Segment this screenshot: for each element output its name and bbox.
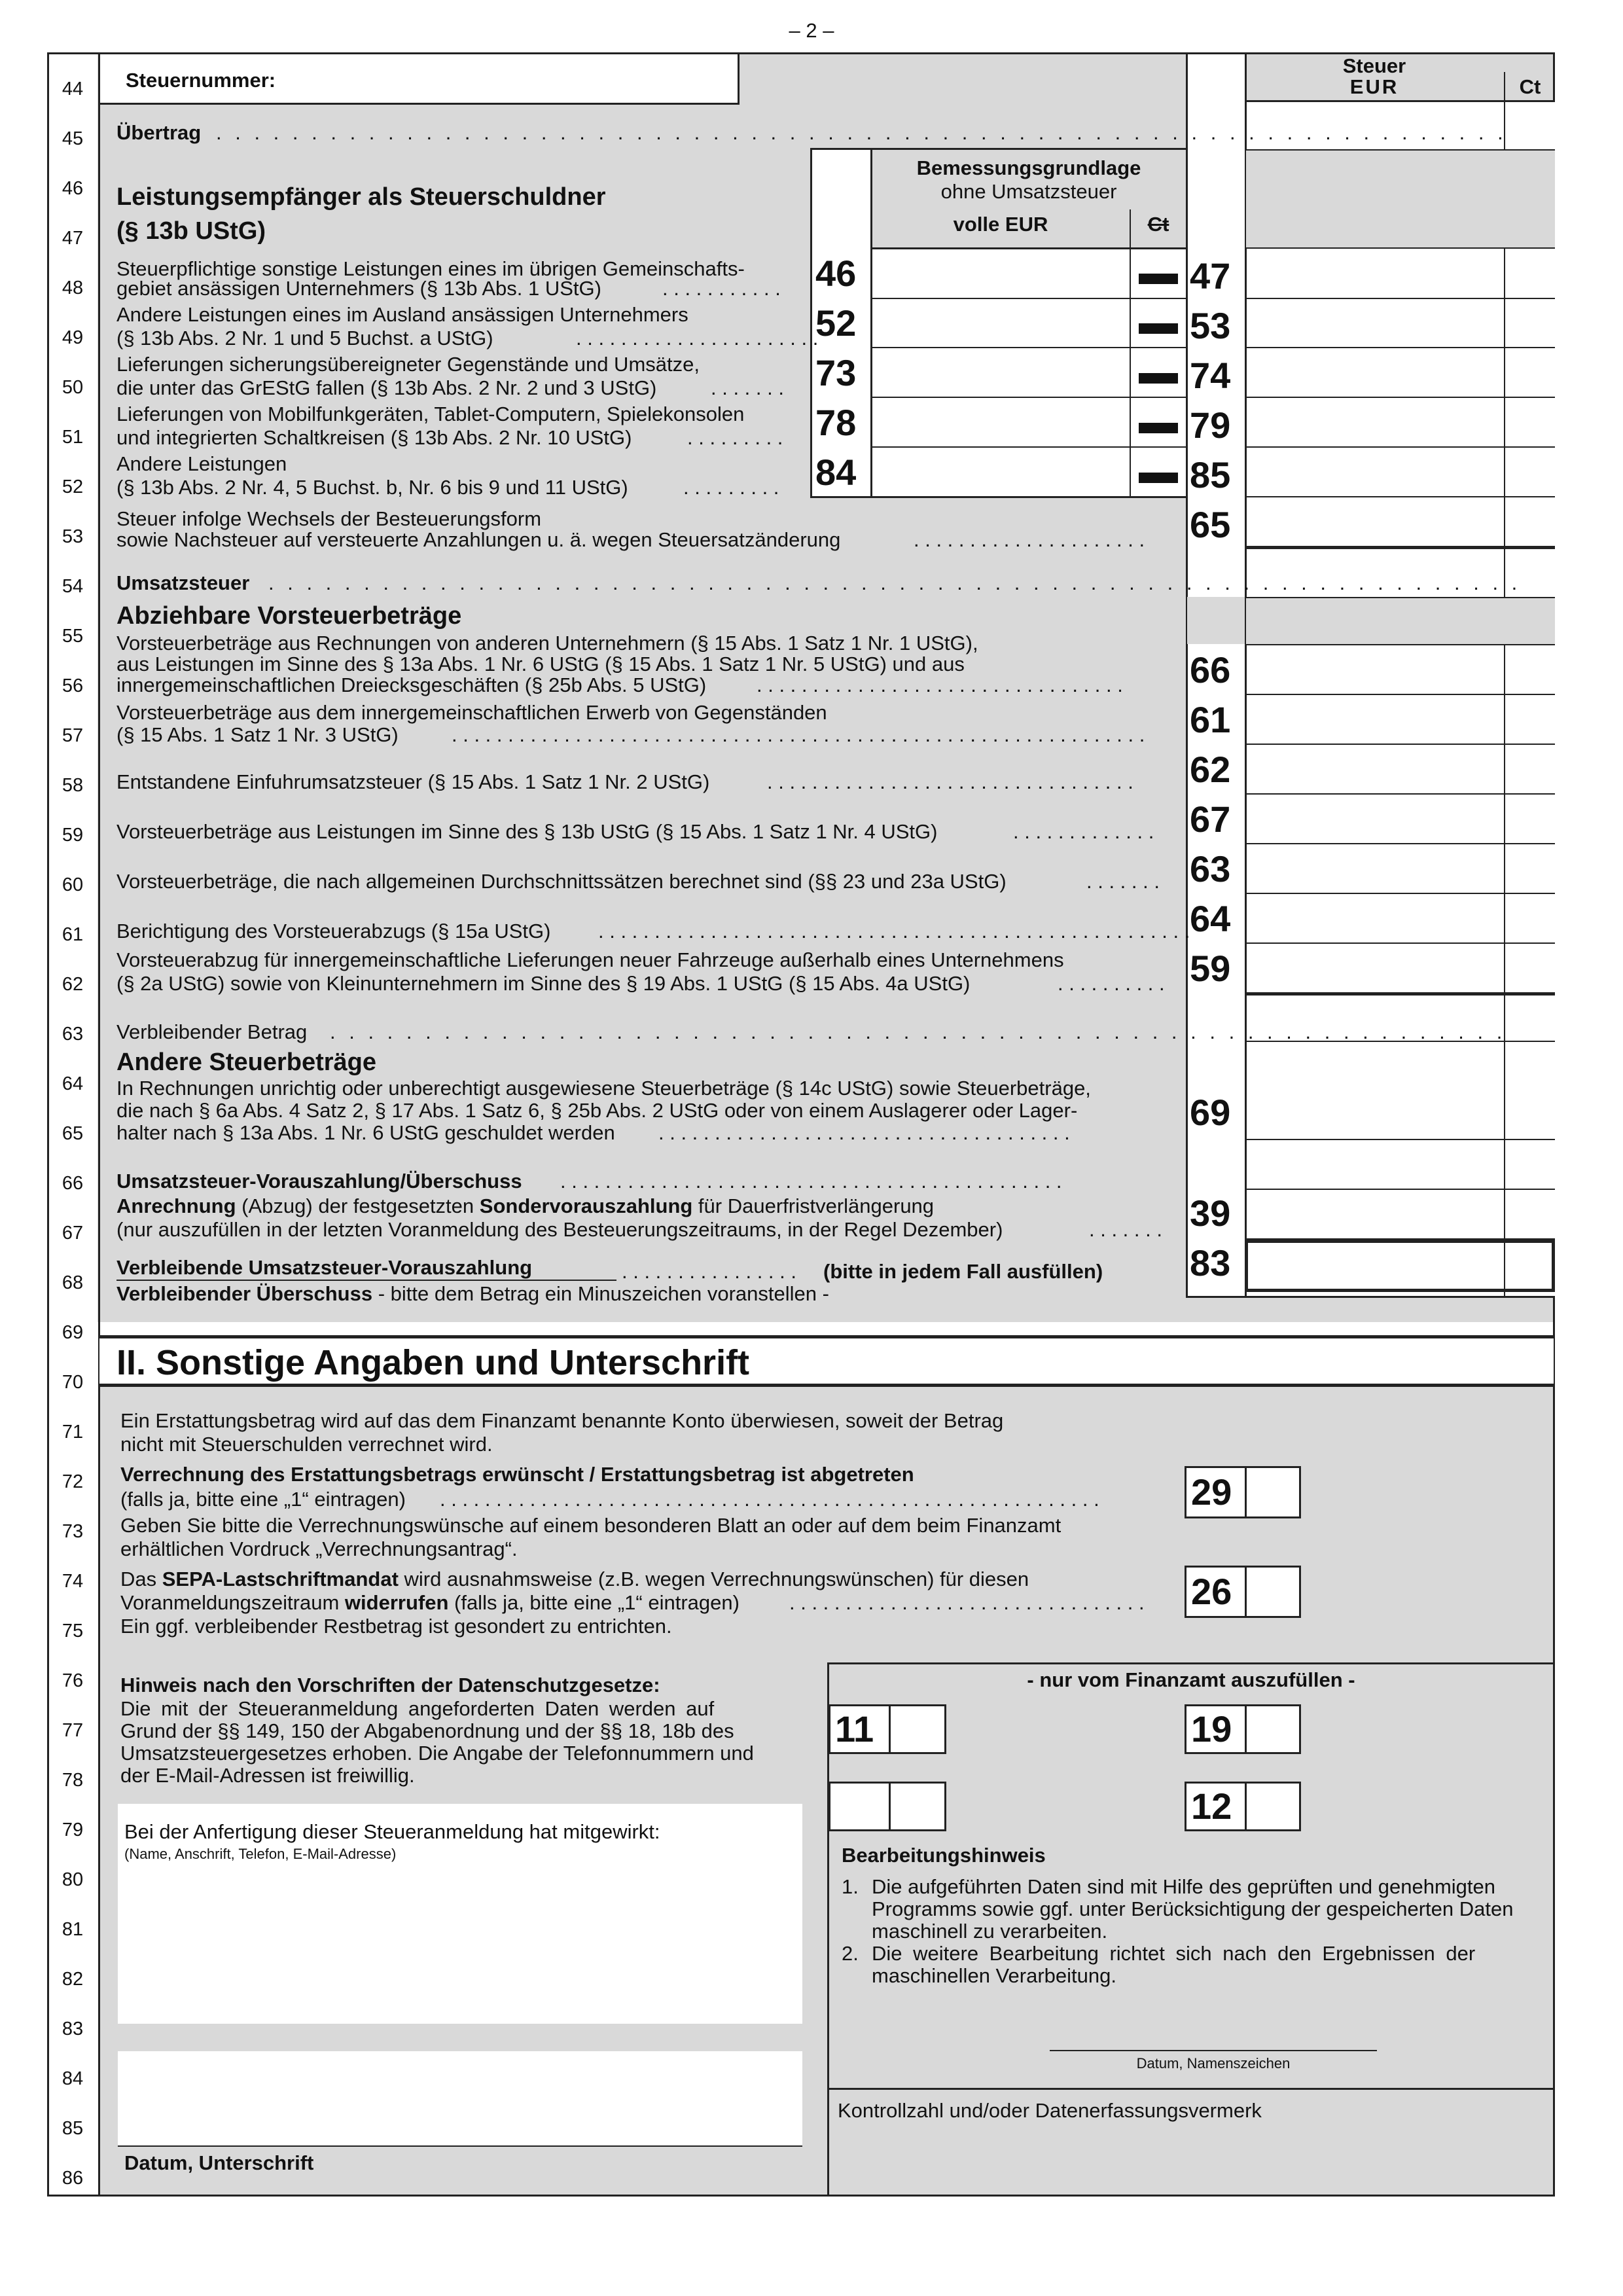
row-49-line1: Andere Leistungen eines im Ausland ansässigen Unternehmers [116, 303, 688, 326]
bearbeitungshinweis-title: Bearbeitungshinweis [842, 1844, 1046, 1867]
line-number: 84 [62, 2068, 84, 2089]
field-blank[interactable] [829, 1782, 946, 1831]
row-50-line2: die unter das GrEStG fallen (§ 13b Abs. 2 Nr. 2 und 3 UStG) [116, 376, 657, 399]
eur-header: EUR [1349, 75, 1399, 98]
verrechnung-note-line2: erhältlichen Vordruck „Verrechnungsantrag“. [120, 1537, 518, 1560]
kz-84: 84 [815, 452, 857, 493]
steuernummer-label: Steuernummer: [126, 69, 276, 92]
finanzamt-label: - nur vom Finanzamt auszufüllen - [1027, 1668, 1355, 1691]
datenschutz-line1: Die mit der Steueranmeldung angeforderten Daten werden auf [120, 1697, 715, 1720]
uebertrag-label: Übertrag [116, 121, 202, 144]
line-number: 71 [62, 1422, 84, 1443]
line-number: 79 [62, 1820, 84, 1840]
line-number: 78 [62, 1770, 84, 1791]
row-61-text: Berichtigung des Vorsteuerabzugs (§ 15a UStG) [116, 920, 551, 942]
bh1-line1: Die aufgeführten Daten sind mit Hilfe des geprüften und genehmigten [872, 1875, 1495, 1898]
kz-65: 65 [1190, 504, 1231, 545]
row-51-line2: und integrierten Schaltkreisen (§ 13b Abs. 2 Nr. 10 UStG) [116, 426, 632, 449]
verrechnung-hint: (falls ja, bitte eine „1“ eintragen) [120, 1488, 406, 1511]
kz-78: 78 [815, 402, 857, 443]
steuer-header: Steuer [1342, 54, 1406, 77]
datenschutz-title: Hinweis nach den Vorschriften der Datenschutzgesetze: [120, 1674, 660, 1696]
bh1-line3: maschinell zu verarbeiten. [872, 1920, 1108, 1943]
vorauszahlung-ueberschuss-label: Umsatzsteuer-Vorauszahlung/Überschuss [116, 1170, 522, 1193]
kz-62: 62 [1190, 749, 1231, 790]
volle-eur-header: volle EUR [953, 213, 1048, 236]
kz-29: 29 [1191, 1471, 1232, 1513]
line-number: 73 [62, 1521, 84, 1542]
line-number: 74 [62, 1571, 84, 1592]
field-83-box[interactable] [1245, 1240, 1555, 1292]
line-number: 68 [62, 1272, 84, 1293]
sepa-line1: Das SEPA-Lastschriftmandat wird ausnahmsweise (z.B. wegen Verrechnungswünschen) für diesen [120, 1568, 1029, 1590]
row-59-text: Vorsteuerbeträge aus Leistungen im Sinne des § 13b UStG (§ 15 Abs. 1 Satz 1 Nr. 4 UStG) [116, 820, 938, 843]
row-48-line1: Steuerpflichtige sonstige Leistungen eines im übrigen Gemeinschafts- [116, 257, 745, 280]
line-number: 67 [62, 1223, 84, 1244]
kz-63: 63 [1190, 848, 1231, 889]
signature-field[interactable] [118, 2051, 802, 2145]
line-number: 49 [62, 327, 84, 348]
kontrollzahl-label: Kontrollzahl und/oder Datenerfassungsvermerk [838, 2099, 1262, 2122]
bemessung-title: Bemessungsgrundlage [916, 156, 1141, 179]
row-62-line1: Vorsteuerabzug für innergemeinschaftliche Lieferungen neuer Fahrzeuge außerhalb eines Unternehmens [116, 948, 1064, 971]
bh2-line2: maschinellen Verarbeitung. [872, 1964, 1116, 1987]
verrechnung-note-line1: Geben Sie bitte die Verrechnungswünsche auf einem besonderen Blatt an oder auf dem beim Finanzamt [120, 1514, 1061, 1537]
andere-title: Andere Steuerbeträge [116, 1049, 377, 1076]
line-number: 83 [62, 2018, 84, 2039]
bemessung-subtitle: ohne Umsatzsteuer [940, 180, 1117, 203]
kz-11: 11 [835, 1708, 874, 1749]
erstattung-line2: nicht mit Steuerschulden verrechnet wird. [120, 1433, 493, 1456]
bemessung-ct-header: Ct [1147, 213, 1169, 236]
row-60-text: Vorsteuerbeträge, die nach allgemeinen Durchschnittssätzen berechnet sind (§§ 23 und 23a UStG) [116, 870, 1007, 893]
row-53-line2: sowie Nachsteuer auf versteuerte Anzahlungen u. ä. wegen Steuersatzänderung [116, 528, 841, 551]
line-number: 44 [62, 79, 84, 99]
row-64-line1: In Rechnungen unrichtig oder unberechtigt ausgewiesene Steuerbeträge (§ 14c UStG) sowie Steuerbeträge, [116, 1077, 1091, 1100]
kz-64: 64 [1190, 898, 1231, 939]
line-number: 65 [62, 1123, 84, 1144]
bh2-line1: Die weitere Bearbeitung richtet sich nach den Ergebnissen der [872, 1942, 1476, 1965]
line-number: 72 [62, 1471, 84, 1492]
erstattung-line1: Ein Erstattungsbetrag wird auf das dem Finanzamt benannte Konto überwiesen, soweit der Betrag [120, 1409, 1004, 1432]
line-number: 86 [62, 2168, 84, 2189]
line-number: 59 [62, 825, 84, 846]
line-number: 62 [62, 974, 84, 995]
ct-header: Ct [1519, 75, 1541, 98]
kz-19: 19 [1191, 1708, 1232, 1749]
row-57-line1: Vorsteuerbeträge aus dem innergemeinschaftlichen Erwerb von Gegenständen [116, 701, 827, 724]
row-69-text: Verbleibender Überschuss - bitte dem Betrag ein Minuszeichen voranstellen - [116, 1282, 829, 1305]
row-65-text: halter nach § 13a Abs. 1 Nr. 6 UStG geschuldet werden [116, 1121, 615, 1144]
datenschutz-line2: Grund der §§ 149, 150 der Abgabenordnung und der §§ 18, 18b des [120, 1719, 734, 1742]
verrechnung-label: Verrechnung des Erstattungsbetrags erwünscht / Erstattungsbetrag ist abgetreten [120, 1463, 914, 1486]
row-67-line2: (nur auszufüllen in der letzten Voranmeldung des Besteuerungszeitraums, in der Regel Dezember) [116, 1218, 1003, 1241]
row-56-line3: innergemeinschaftlichen Dreiecksgeschäften (§ 25b Abs. 5 UStG) [116, 673, 707, 696]
kz-74: 74 [1190, 355, 1231, 396]
line-number: 76 [62, 1670, 84, 1691]
kz-66: 66 [1190, 649, 1231, 691]
row-53-line1: Steuer infolge Wechsels der Besteuerungsform [116, 507, 542, 530]
line-number: 81 [62, 1919, 84, 1940]
line-number: 53 [62, 526, 84, 547]
kz-73: 73 [815, 352, 857, 393]
bh1-line2: Programms sowie ggf. unter Berücksichtigung der gespeicherten Daten [872, 1897, 1514, 1920]
datenschutz-line4: der E-Mail-Adressen ist freiwillig. [120, 1764, 415, 1787]
line-number: 60 [62, 874, 84, 895]
line-number: 58 [62, 775, 84, 796]
line-number: 69 [62, 1322, 84, 1343]
line-number: 56 [62, 675, 84, 696]
row-48-line2: gebiet ansässigen Unternehmers (§ 13b Abs. 1 UStG) [116, 277, 601, 300]
abziehbare-title: Abziehbare Vorsteuerbeträge [116, 602, 462, 630]
kz-47: 47 [1190, 255, 1231, 296]
ct-dash [1139, 373, 1178, 384]
row-56-line1: Vorsteuerbeträge aus Rechnungen von anderen Unternehmern (§ 15 Abs. 1 Satz 1 Nr. 1 UStG), [116, 632, 978, 655]
line-number: 47 [62, 228, 84, 249]
kz-53: 53 [1190, 305, 1231, 346]
line-number: 70 [62, 1372, 84, 1393]
steuer-amount-column [1246, 100, 1555, 1298]
ct-dash [1139, 323, 1178, 334]
kz-67: 67 [1190, 798, 1231, 840]
datum-namenszeichen-label: Datum, Namenszeichen [1136, 2055, 1291, 2072]
row-51-line1: Lieferungen von Mobilfunkgeräten, Tablet-Computern, Spielekonsolen [116, 403, 745, 425]
row-50-line1: Lieferungen sicherungsübereigneter Gegenstände und Umsätze, [116, 353, 700, 376]
kz-61: 61 [1190, 699, 1231, 740]
line-number: 61 [62, 924, 84, 945]
mitgewirkt-label: Bei der Anfertigung dieser Steueranmeldung hat mitgewirkt: [124, 1820, 660, 1843]
kz-12: 12 [1191, 1785, 1232, 1827]
line-number: 82 [62, 1969, 84, 1990]
kz-79: 79 [1190, 404, 1231, 446]
datum-unterschrift-label: Datum, Unterschrift [124, 2151, 314, 2174]
mitgewirkt-sublabel: (Name, Anschrift, Telefon, E-Mail-Adresse) [124, 1846, 397, 1862]
line-number: 55 [62, 626, 84, 647]
kz-52: 52 [815, 302, 857, 344]
ct-dash [1139, 274, 1178, 284]
bh2-number: 2. [842, 1942, 859, 1965]
line-number: 46 [62, 178, 84, 199]
kz-59: 59 [1190, 948, 1231, 989]
kz-85: 85 [1190, 454, 1231, 495]
line-number: 64 [62, 1073, 84, 1094]
row-52-line2: (§ 13b Abs. 2 Nr. 4, 5 Buchst. b, Nr. 6 bis 9 und 11 UStG) [116, 476, 628, 499]
kz-46: 46 [815, 253, 857, 294]
line-number: 50 [62, 377, 84, 398]
row-58-text: Entstandene Einfuhrumsatzsteuer (§ 15 Abs. 1 Satz 1 Nr. 2 UStG) [116, 770, 710, 793]
page-number: – 2 – [789, 19, 834, 42]
row-64-line2: die nach § 6a Abs. 4 Satz 2, § 17 Abs. 1 Satz 6, § 25b Abs. 2 UStG oder von einem Auslagerer oder Lager- [116, 1099, 1078, 1122]
verbleibende-vorauszahlung-label: Verbleibende Umsatzsteuer-Vorauszahlung [116, 1256, 533, 1279]
line-number: 52 [62, 476, 84, 497]
ct-dash [1139, 473, 1178, 483]
row-57-line2: (§ 15 Abs. 1 Satz 1 Nr. 3 UStG) [116, 723, 399, 746]
row-49-line2: (§ 13b Abs. 2 Nr. 1 und 5 Buchst. a UStG) [116, 327, 493, 350]
row-62-line2: (§ 2a UStG) sowie von Kleinunternehmern im Sinne des § 19 Abs. 1 UStG (§ 15 Abs. 4a UStG) [116, 972, 971, 995]
kz-69: 69 [1190, 1092, 1231, 1133]
leistungsempfaenger-subtitle: (§ 13b UStG) [116, 217, 266, 245]
line-number: 75 [62, 1621, 84, 1641]
datenschutz-line3: Umsatzsteuergesetzes erhoben. Die Angabe der Telefonnummern und [120, 1742, 754, 1765]
line-number: 63 [62, 1024, 84, 1045]
sepa-line2: Voranmeldungszeitraum widerrufen (falls ja, bitte eine „1“ eintragen) [120, 1591, 740, 1614]
restbetrag-note: Ein ggf. verbleibender Restbetrag ist gesondert zu entrichten. [120, 1615, 672, 1638]
kz-39: 39 [1190, 1193, 1231, 1234]
line-number: 45 [62, 128, 84, 149]
row-67-line1: Anrechnung (Abzug) der festgesetzten Sondervorauszahlung für Dauerfristverlängerung [116, 1194, 935, 1217]
bh1-number: 1. [842, 1875, 859, 1898]
line-number: 48 [62, 278, 84, 298]
line-number: 54 [62, 576, 84, 597]
kz-83: 83 [1190, 1242, 1231, 1283]
line-number: 66 [62, 1173, 84, 1194]
verbleibender-betrag-label: Verbleibender Betrag [116, 1020, 308, 1043]
kz-26: 26 [1191, 1571, 1232, 1612]
line-number: 85 [62, 2118, 84, 2139]
line-number: 80 [62, 1869, 84, 1890]
ausfuellen-hint: (bitte in jedem Fall ausfüllen) [823, 1260, 1103, 1283]
line-number: 57 [62, 725, 84, 746]
row-52-line1: Andere Leistungen [116, 452, 287, 475]
line-number: 51 [62, 427, 84, 448]
line-number: 77 [62, 1720, 84, 1741]
row-56-line2: aus Leistungen im Sinne des § 13a Abs. 1 Nr. 6 UStG (§ 15 Abs. 1 Satz 1 Nr. 5 UStG) und aus [116, 653, 965, 675]
umsatzsteuer-label: Umsatzsteuer [116, 571, 250, 594]
leistungsempfaenger-title: Leistungsempfänger als Steuerschuldner [116, 183, 606, 211]
ct-dash [1139, 423, 1178, 433]
section-2-title: II. Sonstige Angaben und Unterschrift [116, 1343, 750, 1382]
